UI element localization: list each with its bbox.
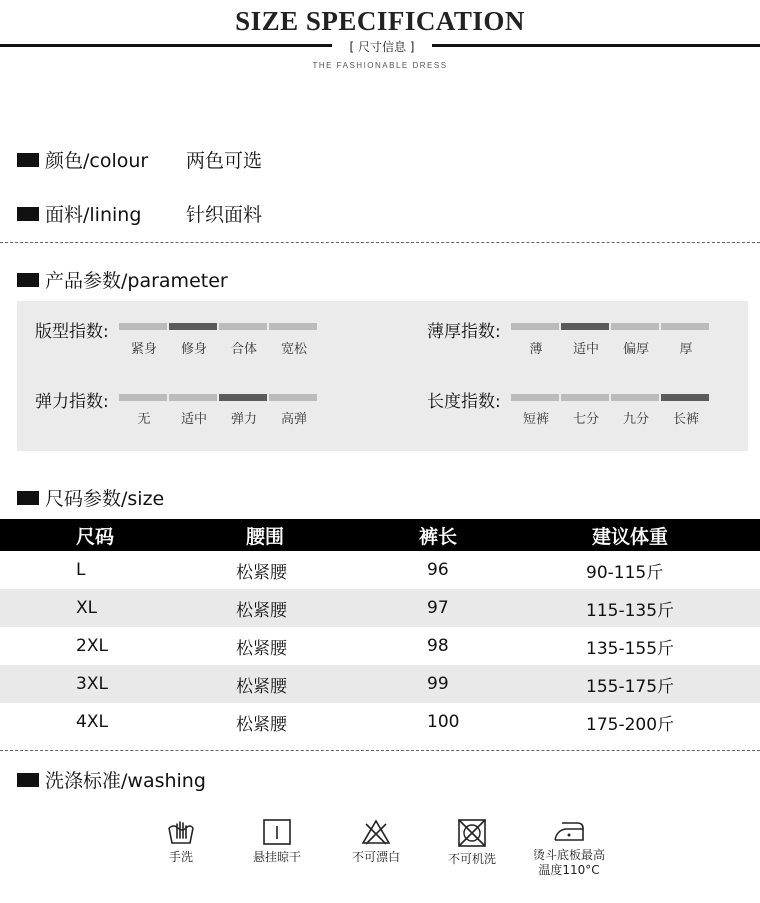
table-row	[0, 551, 760, 589]
lining-label: 面料/lining	[45, 204, 142, 226]
thickness-index-label: 薄厚指数:	[427, 322, 501, 342]
length-cell: 99	[427, 674, 449, 694]
washing-icons	[0, 818, 760, 898]
weight-cell: 155-175斤	[586, 676, 675, 697]
size-cell: 3XL	[76, 674, 108, 694]
scale-segment	[661, 323, 709, 330]
header-rule-right	[432, 44, 760, 47]
tagline: THE FASHIONABLE DRESS	[312, 61, 448, 70]
wash-item	[427, 818, 517, 867]
waist-cell: 松紧腰	[236, 600, 287, 621]
no-machine-wash-icon	[457, 818, 487, 848]
weight-cell: 90-115斤	[586, 562, 664, 583]
scale-option: 适中	[180, 412, 207, 427]
lining-heading	[17, 200, 141, 227]
bullet-square-icon	[17, 273, 39, 287]
table-row	[0, 703, 760, 741]
thickness-index-options	[511, 338, 711, 357]
weight-cell: 115-135斤	[586, 600, 675, 621]
header-size: 尺码	[76, 525, 115, 548]
hang-dry-icon	[262, 818, 292, 846]
size-cell: XL	[76, 598, 98, 618]
header-waist: 腰围	[246, 525, 285, 548]
length-index-label: 长度指数:	[427, 392, 501, 412]
no-bleach-icon	[361, 818, 391, 846]
waist-cell: 松紧腰	[236, 562, 287, 583]
size-cell: L	[76, 560, 86, 580]
table-row	[0, 589, 760, 627]
waist-cell: 松紧腰	[236, 676, 287, 697]
scale-option: 修身	[180, 342, 207, 357]
size-label: 尺码参数/size	[45, 488, 165, 510]
waist-cell: 松紧腰	[236, 638, 287, 659]
wash-label: 手洗	[168, 850, 193, 864]
table-row	[0, 627, 760, 665]
scale-segment	[611, 394, 659, 401]
elasticity-index-scale	[119, 394, 317, 401]
scale-segment	[119, 394, 167, 401]
colour-value: 两色可选	[186, 150, 263, 172]
lining-value: 针织面料	[186, 204, 263, 226]
scale-option: 适中	[572, 342, 599, 357]
scale-option: 高弹	[280, 412, 307, 427]
parameter-label: 产品参数/parameter	[45, 270, 228, 292]
parameter-panel	[17, 301, 748, 451]
length-index-options	[511, 408, 711, 427]
scale-segment	[511, 323, 559, 330]
size-cell: 2XL	[76, 636, 108, 656]
scale-option: 厚	[679, 342, 693, 357]
length-cell: 97	[427, 598, 449, 618]
parameter-heading	[17, 266, 228, 293]
scale-option: 短裤	[522, 412, 549, 427]
wash-item	[331, 818, 421, 865]
scale-option: 宽松	[280, 342, 307, 357]
header-length: 裤长	[419, 525, 458, 548]
washing-label: 洗涤标准/washing	[45, 770, 206, 792]
weight-cell: 175-200斤	[586, 714, 675, 735]
bullet-square-icon	[17, 773, 39, 787]
waist-cell: 松紧腰	[236, 714, 287, 735]
scale-segment	[269, 394, 317, 401]
hand-wash-icon	[166, 818, 196, 846]
weight-cell: 135-155斤	[586, 638, 675, 659]
washing-heading	[17, 766, 206, 793]
fit-index-scale	[119, 323, 317, 330]
scale-option: 薄	[529, 342, 543, 357]
length-cell: 96	[427, 560, 449, 580]
size-cell: 4XL	[76, 712, 108, 732]
page-subtitle: [ 尺寸信息 ]	[349, 40, 415, 54]
bullet-square-icon	[17, 153, 39, 167]
elasticity-index-options	[119, 408, 319, 427]
size-heading	[17, 484, 164, 511]
scale-option: 九分	[622, 412, 649, 427]
scale-segment-selected	[169, 323, 217, 330]
scale-option: 弹力	[230, 412, 257, 427]
scale-segment	[169, 394, 217, 401]
scale-segment	[119, 323, 167, 330]
wash-label: 悬挂晾干	[252, 850, 301, 864]
header-weight: 建议体重	[592, 525, 669, 548]
divider	[0, 750, 760, 751]
fit-index-options	[119, 338, 319, 357]
scale-segment	[561, 394, 609, 401]
scale-segment-selected	[219, 394, 267, 401]
wash-label: 不可漂白	[351, 850, 400, 864]
scale-option: 长裤	[672, 412, 699, 427]
wash-item	[136, 818, 226, 865]
wash-item	[524, 818, 614, 878]
size-table	[0, 519, 760, 741]
iron-icon	[552, 818, 586, 844]
page-title: SIZE SPECIFICATION	[235, 6, 525, 36]
colour-label: 颜色/colour	[45, 150, 149, 172]
scale-option: 七分	[572, 412, 599, 427]
bullet-square-icon	[17, 207, 39, 221]
divider	[0, 242, 760, 243]
thickness-index-scale	[511, 323, 709, 330]
elasticity-index-label: 弹力指数:	[35, 392, 109, 412]
wash-label: 烫斗底板最高	[532, 848, 605, 862]
scale-segment-selected	[561, 323, 609, 330]
scale-option: 合体	[230, 342, 257, 357]
scale-segment-selected	[661, 394, 709, 401]
wash-label: 温度110°C	[538, 863, 600, 877]
scale-segment	[611, 323, 659, 330]
length-cell: 100	[427, 712, 460, 732]
scale-segment	[511, 394, 559, 401]
wash-item	[232, 818, 322, 865]
colour-heading	[17, 146, 148, 173]
scale-segment	[269, 323, 317, 330]
bullet-square-icon	[17, 491, 39, 505]
scale-option: 紧身	[130, 342, 157, 357]
wash-label: 不可机洗	[447, 852, 496, 866]
table-row	[0, 665, 760, 703]
length-cell: 98	[427, 636, 449, 656]
header-rule-left	[0, 44, 332, 47]
scale-option: 偏厚	[622, 342, 649, 357]
size-table-header	[0, 519, 760, 551]
scale-segment	[219, 323, 267, 330]
length-index-scale	[511, 394, 709, 401]
scale-option: 无	[137, 412, 151, 427]
fit-index-label: 版型指数:	[35, 322, 109, 342]
